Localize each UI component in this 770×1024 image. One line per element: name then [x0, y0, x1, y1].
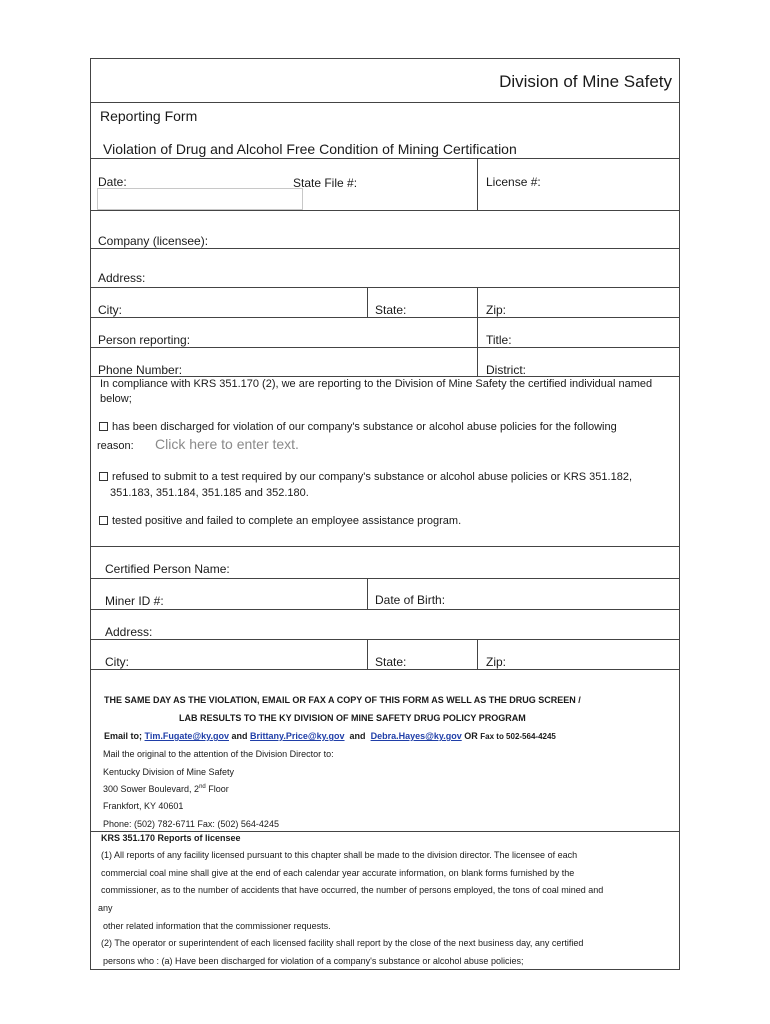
krs-text: any — [98, 903, 113, 913]
divider — [90, 831, 680, 832]
license-label: License #: — [486, 175, 541, 189]
divider — [90, 317, 680, 318]
divider — [90, 287, 680, 288]
address-part: 300 Sower Boulevard, 2 — [103, 784, 200, 794]
instruction-line: THE SAME DAY AS THE VIOLATION, EMAIL OR FAX A COPY OF THIS FORM AS WELL AS THE DRUG SCREEN / — [104, 695, 581, 705]
email-link-fugate[interactable]: Tim.Fugate@ky.gov — [144, 731, 229, 741]
instruction-line: LAB RESULTS TO THE KY DIVISION OF MINE SAFETY DRUG POLICY PROGRAM — [179, 713, 526, 723]
divider — [367, 578, 368, 609]
email-link-hayes[interactable]: Debra.Hayes@ky.gov — [370, 731, 462, 741]
address-part: nd — [199, 784, 206, 790]
district-label: District: — [486, 363, 526, 377]
option-text: tested positive and failed to complete an employee assistance program. — [112, 515, 462, 527]
email-and: and — [349, 731, 366, 741]
option-refused — [99, 471, 632, 483]
divider — [90, 210, 680, 211]
divider — [90, 639, 680, 640]
date-label: Date: — [98, 175, 127, 189]
divider — [90, 102, 680, 103]
divider — [477, 287, 478, 376]
person-state-label: State: — [375, 655, 407, 669]
state-label: State: — [375, 303, 407, 317]
krs-heading: KRS 351.170 Reports of licensee — [101, 833, 241, 843]
krs-text: commercial coal mine shall give at the end of each calendar year accurate information, on blank forms furnished by the — [101, 868, 575, 878]
person-reporting-label: Person reporting: — [98, 333, 191, 347]
divider — [477, 639, 478, 669]
krs-text: persons who : (a) Have been discharged for violation of a company's substance or alcohol abuse policies; — [103, 956, 524, 966]
person-address-label: Address: — [105, 625, 153, 639]
address-line: Phone: (502) 782-6711 Fax: (502) 564-4245 — [103, 819, 279, 829]
divider — [367, 639, 368, 669]
krs-text: (1) All reports of any facility licensed pursuant to this chapter shall be made to the division director. The licensee of each — [101, 850, 578, 860]
divider — [90, 609, 680, 610]
checkbox[interactable] — [99, 472, 108, 481]
form-subtitle: Reporting Form — [100, 108, 198, 124]
miner-id-label: Miner ID #: — [105, 594, 164, 608]
address-part: Floor — [205, 784, 229, 794]
city-label: City: — [98, 303, 122, 317]
email-line — [104, 731, 556, 741]
person-zip-label: Zip: — [486, 655, 507, 669]
divider — [90, 546, 680, 547]
option-discharged — [99, 421, 617, 433]
address-label: Address: — [98, 271, 146, 285]
email-and: and — [231, 731, 248, 741]
divider — [90, 669, 680, 670]
divider — [90, 347, 680, 348]
krs-text: other related information that the commissioner requests. — [103, 921, 331, 931]
reason-label: reason: — [97, 440, 134, 452]
checkbox[interactable] — [99, 516, 108, 525]
option-text: has been discharged for violation of our company's substance or alcohol abuse policies for the following — [112, 421, 617, 433]
address-line — [103, 784, 229, 794]
krs-text: commissioner, as to the number of accidents that have occurred, the number of persons employed, the tons of coal mined and — [101, 885, 604, 895]
page-title: Division of Mine Safety — [499, 72, 672, 91]
mail-line: Mail the original to the attention of the Division Director to: — [103, 749, 334, 759]
divider — [90, 578, 680, 579]
person-city-label: City: — [105, 655, 129, 669]
compliance-text: below; — [100, 393, 132, 405]
dob-label: Date of Birth: — [375, 593, 446, 607]
title-label: Title: — [486, 333, 512, 347]
address-line: Kentucky Division of Mine Safety — [103, 767, 235, 777]
compliance-text: In compliance with KRS 351.170 (2), we are reporting to the Division of Mine Safety the certified individual named — [100, 378, 653, 390]
certified-name-label: Certified Person Name: — [105, 562, 230, 576]
reason-input[interactable]: Click here to enter text. — [155, 436, 299, 452]
or-label: OR — [464, 731, 478, 741]
divider — [367, 287, 368, 317]
option-tested-positive — [99, 515, 461, 527]
email-link-price[interactable]: Brittany.Price@ky.gov — [250, 731, 345, 741]
date-field[interactable] — [97, 188, 303, 210]
state-file-label: State File #: — [293, 176, 358, 190]
krs-text: (2) The operator or superintendent of each licensed facility shall report by the close of the next business day, any certified — [101, 938, 584, 948]
zip-label: Zip: — [486, 303, 507, 317]
divider — [477, 158, 478, 210]
phone-label: Phone Number: — [98, 363, 183, 377]
address-line: Frankfort, KY 40601 — [103, 801, 184, 811]
divider — [90, 248, 680, 249]
email-to-label: Email to; — [104, 731, 143, 741]
form-title: Violation of Drug and Alcohol Free Condition of Mining Certification — [103, 141, 517, 157]
option-text: refused to submit to a test required by our company's substance or alcohol abuse policies or KRS 351.182, — [112, 471, 633, 483]
fax-text: Fax to 502-564-4245 — [480, 732, 556, 741]
company-label: Company (licensee): — [98, 234, 209, 248]
checkbox[interactable] — [99, 422, 108, 431]
divider — [90, 158, 680, 159]
option-refused-cont: 351.183, 351.184, 351.185 and 352.180. — [110, 487, 309, 499]
